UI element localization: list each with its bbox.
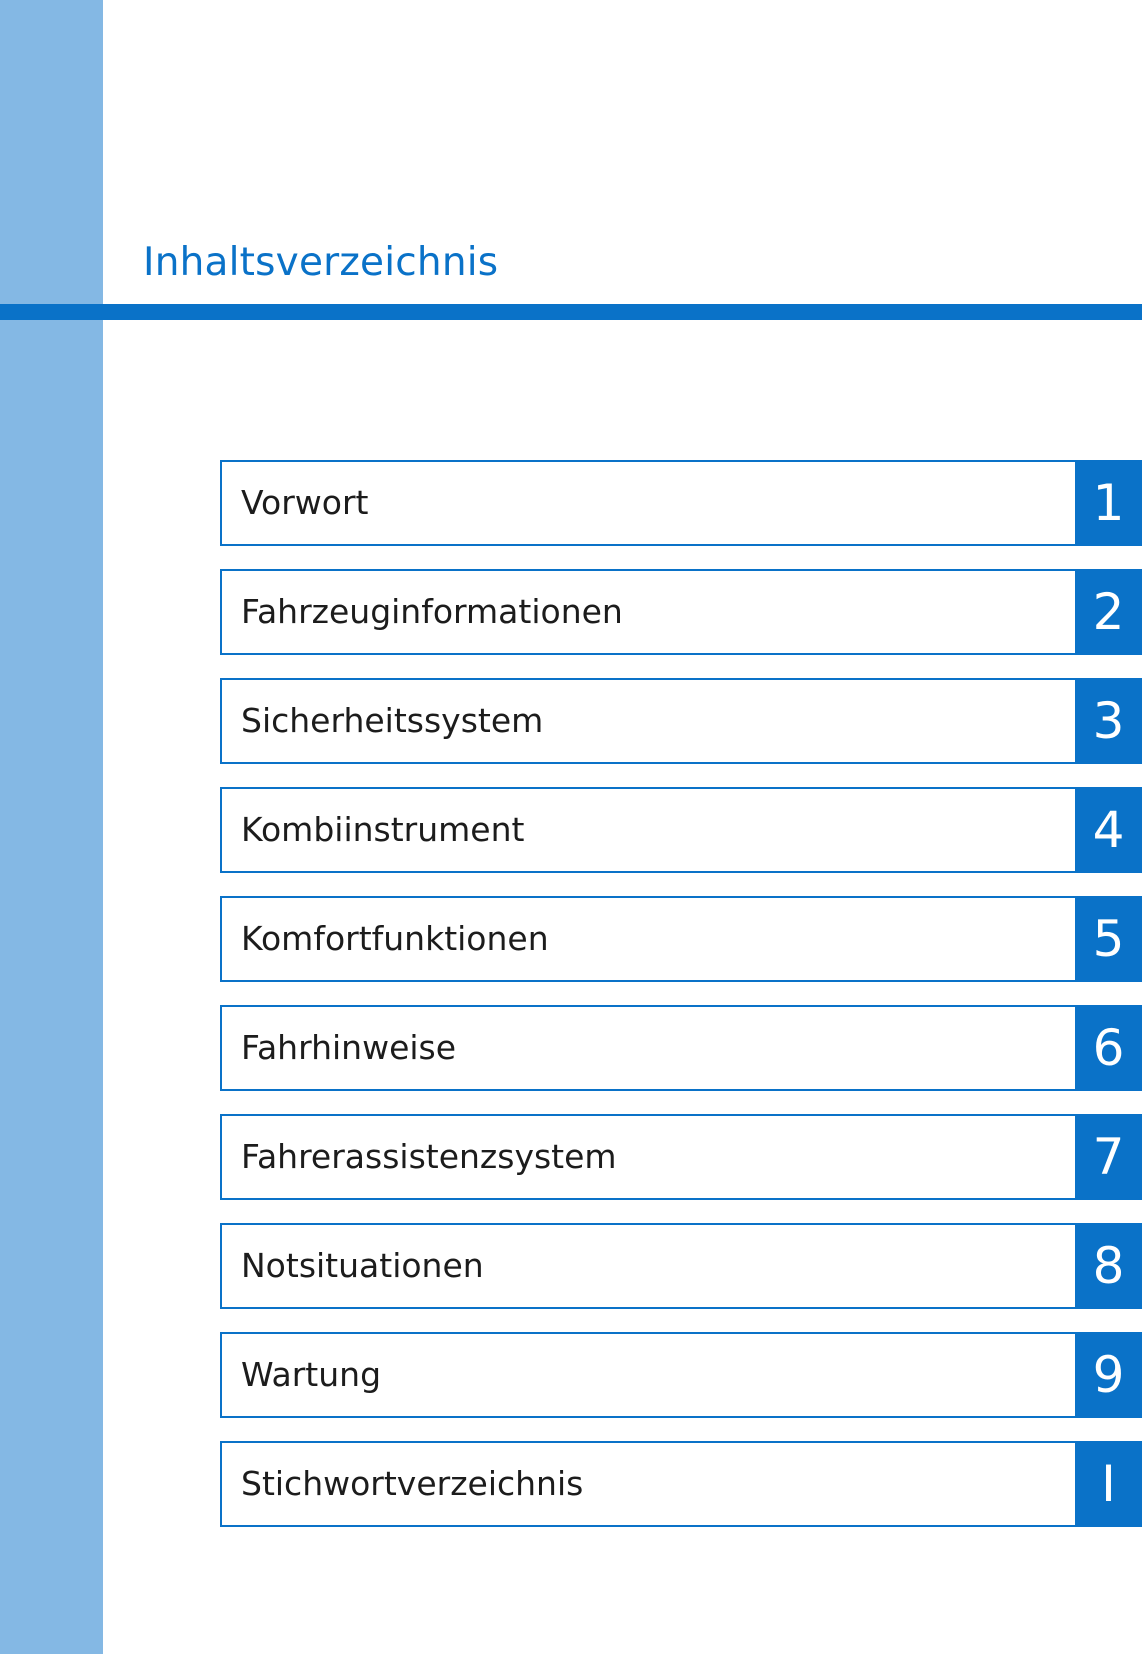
toc-item-label: Wartung — [241, 1355, 382, 1394]
toc-item-box — [220, 678, 1075, 764]
page-title: Inhaltsverzeichnis — [143, 240, 499, 285]
chapter-tab[interactable]: 1 — [1075, 460, 1142, 546]
chapter-tab[interactable]: I — [1075, 1441, 1142, 1527]
title-divider — [0, 304, 1142, 320]
chapter-tab[interactable]: 5 — [1075, 896, 1142, 982]
toc-item-box — [220, 1005, 1075, 1091]
toc-item-box — [220, 1441, 1075, 1527]
toc-item-label: Komfortfunktionen — [241, 919, 549, 958]
toc-item-kombiinstrument[interactable] — [220, 787, 1142, 873]
toc-item-box — [220, 896, 1075, 982]
chapter-tab[interactable]: 8 — [1075, 1223, 1142, 1309]
toc-item-label: Kombiinstrument — [241, 810, 525, 849]
toc-item-box — [220, 460, 1075, 546]
toc-item-vorwort[interactable] — [220, 460, 1142, 546]
chapter-tab[interactable]: 6 — [1075, 1005, 1142, 1091]
toc-item-fahrerassistenzsystem[interactable] — [220, 1114, 1142, 1200]
chapter-tab[interactable]: 3 — [1075, 678, 1142, 764]
table-of-contents — [220, 460, 1142, 1550]
chapter-tab[interactable]: 4 — [1075, 787, 1142, 873]
toc-item-box — [220, 1223, 1075, 1309]
toc-item-sicherheitssystem[interactable] — [220, 678, 1142, 764]
toc-item-notsituationen[interactable] — [220, 1223, 1142, 1309]
toc-item-label: Vorwort — [241, 483, 369, 522]
chapter-tab[interactable]: 9 — [1075, 1332, 1142, 1418]
toc-item-label: Notsituationen — [241, 1246, 484, 1285]
toc-item-stichwortverzeichnis[interactable] — [220, 1441, 1142, 1527]
toc-item-label: Fahrerassistenzsystem — [241, 1137, 617, 1176]
toc-item-komfortfunktionen[interactable] — [220, 896, 1142, 982]
toc-item-label: Fahrhinweise — [241, 1028, 457, 1067]
side-color-band — [0, 0, 103, 1654]
toc-item-fahrhinweise[interactable] — [220, 1005, 1142, 1091]
toc-item-box — [220, 787, 1075, 873]
toc-item-label: Stichwortverzeichnis — [241, 1464, 584, 1503]
toc-item-box — [220, 1114, 1075, 1200]
chapter-tab[interactable]: 2 — [1075, 569, 1142, 655]
toc-item-wartung[interactable] — [220, 1332, 1142, 1418]
toc-item-box — [220, 1332, 1075, 1418]
toc-item-box — [220, 569, 1075, 655]
toc-item-label: Sicherheitssystem — [241, 701, 544, 740]
toc-item-fahrzeuginformationen[interactable] — [220, 569, 1142, 655]
chapter-tab[interactable]: 7 — [1075, 1114, 1142, 1200]
toc-item-label: Fahrzeuginformationen — [241, 592, 623, 631]
